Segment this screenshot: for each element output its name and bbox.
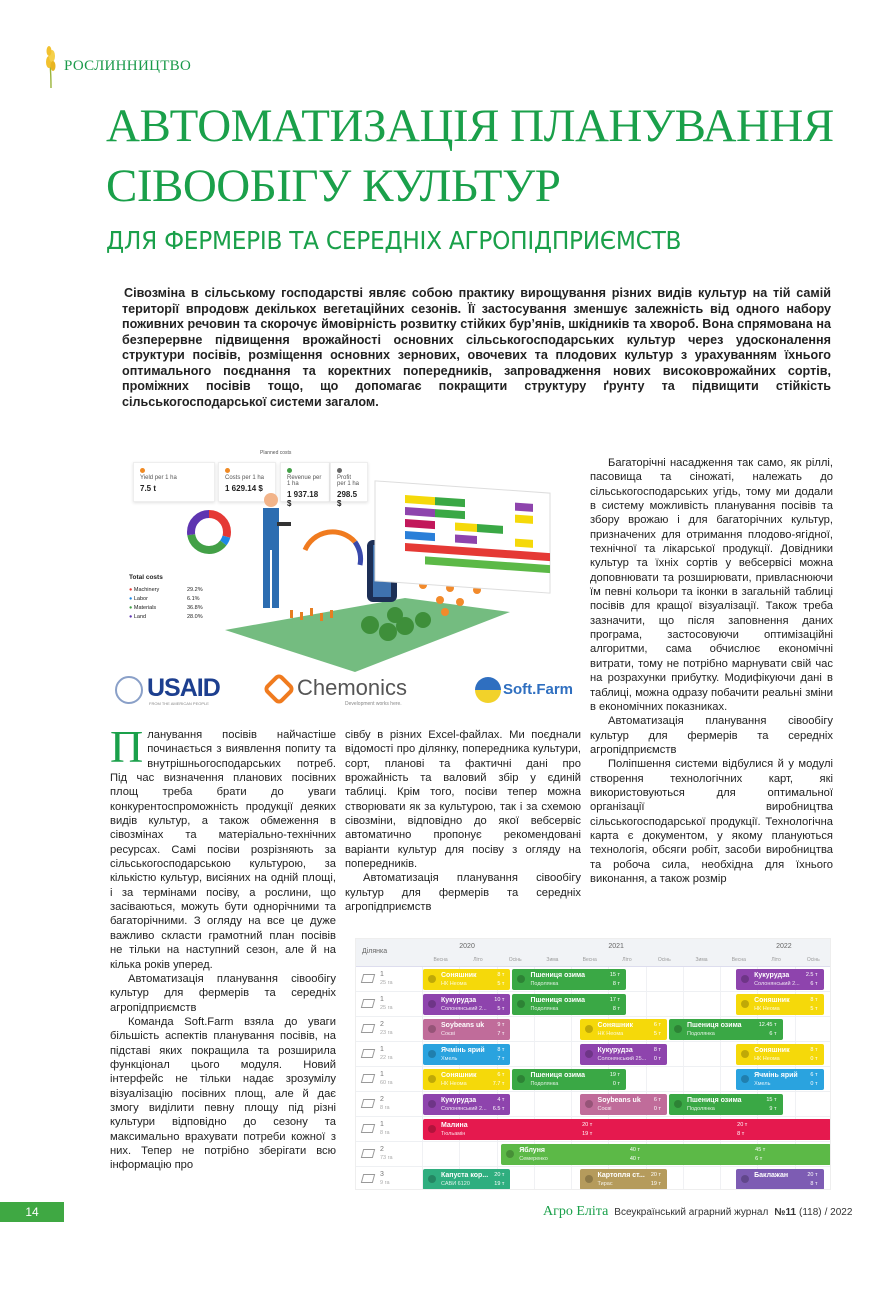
crop-bar[interactable] (423, 969, 510, 990)
crop-icon (428, 1075, 436, 1083)
plot-number: 3 (380, 1171, 384, 1178)
planned-yield: 6 т (810, 1072, 818, 1078)
actual-yield: 8 т (612, 981, 620, 987)
crop-variety: Подолянка (687, 1106, 715, 1112)
crop-variety: САВИ 6120 (441, 1181, 470, 1187)
crop-variety: Солонянський 2... (441, 1006, 487, 1012)
crop-name: Баклажан (754, 1172, 789, 1179)
plot-row[interactable] (356, 992, 831, 1017)
crop-bar[interactable] (512, 1069, 626, 1090)
crop-bar[interactable] (580, 1044, 667, 1065)
crop-bar[interactable] (580, 1019, 667, 1040)
legend-item: ● Labor 6.1% (129, 596, 200, 602)
actual-yield: 8 т (810, 1181, 818, 1187)
kpi-label: Profit per 1 ha (337, 475, 360, 487)
planned-yield: 40 т (629, 1147, 641, 1153)
chemonics-tagline: Development works here. (345, 701, 402, 707)
plot-column-header: Ділянка (362, 948, 388, 955)
crop-bar[interactable] (512, 969, 626, 990)
chemonics-mark-icon (262, 672, 296, 706)
crop-icon (741, 1075, 749, 1083)
crop-icon (741, 1000, 749, 1008)
crop-icon (428, 1125, 436, 1133)
kpi-value: 1 937.18 $ (287, 490, 319, 508)
actual-yield: 19 т (582, 1131, 593, 1137)
crop-bar[interactable] (580, 1169, 667, 1190)
paragraph: ланування посівів найчастіше починається з виявлення попиту та внутрішньогосподарських потреб. Під час визначення планових посівних площ треба брати до уваги конкурентоспроможність продукції деяких видів культур, а також обмеження в сівозмінах та матеріально-технічних ресурсах. Самі посіви розрізняють за сільськогосподарською культурою, за кількістю культур, висіяних на одній площі, і за термінами посіву, а рослини, що засіваються, можуть бути однорічними та багаторічними. З огляду на все це дуже важливо скласти грамотний план посівів не тільки на наступний сезон, але й на кілька років уперед. (110, 729, 336, 971)
crop-variety: Семеренко (519, 1156, 548, 1162)
planned-yield: 20 т (650, 1172, 661, 1178)
actual-yield: 0 т (653, 1056, 661, 1062)
farmer-figure (263, 493, 291, 608)
crop-variety: НК Неома (441, 1081, 467, 1087)
crop-variety: Солонянський 2... (754, 981, 800, 987)
usaid-tagline: FROM THE AMERICAN PEOPLE (149, 701, 209, 706)
plot-area: 25 га (380, 1005, 393, 1011)
plot-row[interactable] (356, 1017, 831, 1042)
crop-icon (428, 1025, 436, 1033)
crop-icon (428, 1100, 436, 1108)
year-label: 2022 (776, 943, 792, 950)
plot-cell (360, 1021, 420, 1039)
plot-row[interactable] (356, 1092, 831, 1117)
plot-shape-icon (361, 1024, 375, 1033)
plot-shape-icon (361, 1074, 375, 1083)
kpi-value: 7.5 t (140, 484, 157, 493)
season-label: Літо (473, 957, 483, 963)
actual-yield: 9 т (769, 1106, 777, 1112)
season-label: Літо (622, 957, 632, 963)
plot-area: 73 га (380, 1155, 393, 1161)
season-label: Зима (546, 957, 559, 963)
planned-yield: 6 т (497, 1072, 505, 1078)
paragraph: Автоматизація планування сівообігу культур для фермерів та середніх агропідприємств (345, 872, 581, 914)
actual-yield: 40 т (629, 1156, 641, 1162)
year-label: 2021 (608, 943, 624, 950)
crop-bar[interactable] (423, 1169, 510, 1190)
cost-donut-chart (191, 514, 227, 550)
crop-variety: НК Неома (441, 981, 467, 987)
actual-yield: 8 т (612, 1006, 620, 1012)
crop-variety: Солонянський 2... (441, 1106, 487, 1112)
actual-yield: 19 т (650, 1181, 661, 1187)
season-label: Осінь (508, 957, 522, 963)
actual-yield: 8 т (737, 1131, 745, 1137)
magazine-name: Всеукраїнський аграрний журнал (614, 1206, 769, 1218)
season-label: Весна (433, 957, 448, 963)
actual-yield: 5 т (497, 1006, 505, 1012)
planned-yield: 45 т (755, 1147, 766, 1153)
kpi-value: 1 629.14 $ (225, 484, 263, 493)
issue-number: №11 (774, 1206, 797, 1218)
crop-bar[interactable] (423, 1019, 510, 1040)
mini-gantt-screen (375, 481, 550, 593)
softfarm-logo: Soft.Farm (503, 681, 574, 698)
crop-variety: Тирас (597, 1181, 613, 1187)
plot-number: 1 (380, 1046, 384, 1053)
plot-shape-icon (361, 1174, 375, 1183)
crop-bar[interactable] (423, 1069, 510, 1090)
crop-variety: Подолянка (530, 1081, 559, 1087)
page-number: 14 (0, 1202, 64, 1222)
crop-name: Яблуня (519, 1147, 546, 1154)
crop-variety: НК Неома (754, 1056, 780, 1062)
infographic-image (105, 450, 595, 712)
lead-paragraph: Сівозміна в сільському господарстві являє собою практику вирощування різних видів культур на тій самій території впродовж декількох вегетаційних сезонів. Її застосування зменшує залежність від одного набору поживних речовин та скорочує ймовірність розвитку стійких бур’янів, шкідників та хвороб. Вона спрямована на безперервне підвищення врожайності основних сільськогосподарських культур через удосконалення структури посівів, розміщення основних зернових, овочевих та плодових культур з урахуванням їхнього оптимального поєднання та коректних попередників, запровадження нових високоврожайних сортів, проміжних посівів тощо, що допомагає покращити структуру ґрунту та підвищити стійкість сільськогосподарської системи загалом. (122, 286, 831, 409)
plot-cell (360, 1171, 420, 1189)
issue-total: (118) (799, 1206, 822, 1218)
crop-bar[interactable] (512, 994, 626, 1015)
planned-yield: 8 т (653, 1047, 661, 1053)
actual-yield: 7.7 т (492, 1081, 505, 1087)
crop-bar[interactable] (736, 1044, 823, 1065)
plot-cell (360, 1121, 420, 1139)
crop-variety: Хмель (754, 1081, 771, 1087)
year-label: 2020 (459, 943, 475, 950)
plot-shape-icon (361, 1124, 375, 1133)
crop-name: Ячмінь ярий (441, 1047, 485, 1054)
plot-number: 1 (380, 1121, 384, 1128)
crop-bar[interactable] (736, 994, 823, 1015)
footer (543, 1204, 852, 1220)
crop-bar[interactable] (669, 1094, 783, 1115)
crop-name: Соняшник (441, 1072, 477, 1079)
plot-row[interactable] (356, 967, 831, 992)
crop-name: Соняшник (754, 997, 790, 1004)
article-column-3 (590, 456, 833, 886)
plot-area: 8 га (380, 1130, 390, 1136)
article-column-2 (345, 728, 581, 914)
crop-icon (585, 1100, 593, 1108)
planned-yield: 8 т (810, 1047, 818, 1053)
crop-name: Картопля ст... (597, 1172, 645, 1179)
crop-variety: Подолянка (530, 1006, 559, 1012)
plot-number: 2 (380, 1096, 384, 1103)
planned-yield: 19 т (609, 1072, 620, 1078)
planned-yield: 2.5 т (805, 972, 818, 978)
paragraph: Автоматизація планування сівообігу культур для фермерів та середніх агропідприємств (590, 715, 833, 756)
plot-area: 25 га (380, 980, 393, 986)
plot-row[interactable] (356, 1117, 831, 1142)
actual-yield: 0 т (810, 1056, 818, 1062)
crop-variety: Соєві (597, 1106, 612, 1112)
plot-cell (360, 1046, 420, 1064)
crop-icon (517, 1075, 525, 1083)
usaid-logo: USAID (147, 674, 220, 702)
crop-name: Кукурудза (441, 1097, 477, 1104)
section-rubric (42, 44, 191, 88)
planned-yield: 9 т (497, 1022, 505, 1028)
crop-name: Пшениця озима (530, 1072, 586, 1079)
crop-bar[interactable] (736, 1169, 823, 1190)
magazine-logo: Агро Еліта (543, 1204, 609, 1219)
crop-icon (517, 975, 525, 983)
kpi-label: Costs per 1 ha (225, 475, 265, 481)
planned-yield: 20 т (737, 1122, 748, 1128)
actual-yield: 7 т (497, 1031, 505, 1037)
title-line-1: АВТОМАТИЗАЦІЯ ПЛАНУВАННЯ (106, 100, 834, 152)
wheat-ear-icon (42, 44, 60, 88)
plot-area: 22 га (380, 1055, 393, 1061)
plot-cell (360, 971, 420, 989)
article-column-1 (110, 721, 336, 1173)
crop-icon (428, 1000, 436, 1008)
plot-cell (360, 1071, 420, 1089)
actual-yield: 0 т (810, 1081, 818, 1087)
crop-bar[interactable] (423, 1094, 510, 1115)
cost-legend (129, 586, 203, 622)
crop-name: Соняшник (441, 972, 477, 979)
crop-icon (585, 1050, 593, 1058)
drop-cap: П (110, 721, 144, 772)
plot-number: 1 (380, 1071, 384, 1078)
planned-yield: 12.45 т (758, 1022, 777, 1028)
crop-name: Капуста кор... (441, 1172, 489, 1179)
planned-yield: 20 т (582, 1122, 593, 1128)
season-label: Осінь (806, 957, 820, 963)
crop-variety: Хмель (441, 1056, 458, 1062)
crop-bar[interactable] (423, 994, 510, 1015)
actual-yield: 6 т (769, 1031, 777, 1037)
crop-name: Кукурудза (597, 1047, 633, 1054)
plot-row[interactable] (356, 1042, 831, 1067)
crop-icon (674, 1100, 682, 1108)
plot-row[interactable] (356, 1167, 831, 1190)
crop-icon (428, 1175, 436, 1183)
legend-item: ● Machinery 29.2% (129, 587, 203, 593)
planned-yield: 20 т (494, 1172, 505, 1178)
season-label: Літо (771, 957, 781, 963)
actual-yield: 5 т (653, 1031, 661, 1037)
plot-shape-icon (361, 1049, 375, 1058)
crop-icon (741, 975, 749, 983)
title-line-2: СІВООБІГУ КУЛЬТУР (106, 160, 561, 212)
crop-bar[interactable] (736, 969, 823, 990)
issue-year: / 2022 (824, 1206, 853, 1218)
plot-shape-icon (361, 999, 375, 1008)
crop-name: Soybeans uk (597, 1097, 641, 1104)
crop-variety: Подолянка (687, 1031, 715, 1037)
farm-illustration (105, 450, 595, 672)
crop-name: Малина (441, 1122, 468, 1129)
kpi-value: 298.5 $ (337, 490, 358, 508)
crop-name: Пшениця озима (687, 1097, 742, 1104)
crop-name: Пшениця озима (530, 972, 586, 979)
plot-cell (360, 1146, 420, 1164)
crop-bar[interactable] (669, 1019, 783, 1040)
crop-name: Пшениця озима (687, 1022, 742, 1029)
plot-row[interactable] (356, 1142, 831, 1167)
actual-yield: 7 т (497, 1056, 505, 1062)
season-label: Осінь (657, 957, 671, 963)
plot-number: 2 (380, 1021, 384, 1028)
planned-yield: 20 т (807, 1172, 818, 1178)
crop-name: Соняшник (597, 1022, 634, 1029)
crop-icon (428, 975, 436, 983)
planned-yield: 8 т (497, 972, 505, 978)
actual-yield: 6 т (755, 1156, 763, 1162)
plot-cell (360, 996, 420, 1014)
paragraph: Команда Soft.Farm взяла до уваги більшість аспектів планування посівів, на підставі яких покращила та розширила функціонал цього модуля. Новий інтерфейс не тільки надає зрозумілу візуалізацію посівних площ, але й дає змогу виділити певну площу під різні культури відповідно до сезону та максимально врахувати потреби кожної з них. Тепер не потрібно зберігати всю інформацію про (110, 1015, 336, 1172)
gantt-header (356, 939, 831, 967)
crop-variety: Солонянський 25... (597, 1056, 647, 1062)
crop-icon (741, 1175, 749, 1183)
planned-yield: 6 т (653, 1097, 661, 1103)
crop-variety: Соєві (441, 1031, 455, 1037)
crop-name: Ячмінь ярий (754, 1072, 798, 1079)
actual-yield: 5 т (810, 1006, 818, 1012)
planned-yield: 15 т (766, 1097, 777, 1103)
crop-icon (585, 1025, 593, 1033)
kpi-label: Revenue per 1 ha (287, 475, 322, 487)
season-label: Весна (582, 957, 597, 963)
total-costs-title: Total costs (129, 574, 163, 581)
crop-variety: Тюльамін (441, 1131, 466, 1137)
crop-bar[interactable] (580, 1094, 667, 1115)
plot-area: 23 га (380, 1030, 393, 1036)
crop-icon (517, 1000, 525, 1008)
plot-number: 1 (380, 971, 384, 978)
plot-row[interactable] (356, 1067, 831, 1092)
plot-area: 9 га (380, 1180, 390, 1186)
paragraph: Поліпшення системи відбулися й у модулі створення технологічних карт, які використовуються для оптимальної організації виробництва сільськогосподарської продукції. Технологічна карта є документом, у якому плануються технологія, обсяги робіт, засоби виробництва та робоча сила, необхідна для їхнього виконання, а також розмір (590, 758, 833, 885)
planned-yield: 10 т (494, 997, 505, 1003)
rubric-label: РОСЛИННИЦТВО (64, 57, 192, 74)
crop-name: Соняшник (754, 1047, 790, 1054)
chemonics-logo: Chemonics (297, 675, 408, 700)
plot-area: 60 га (380, 1080, 393, 1086)
crop-name: Кукурудза (441, 997, 477, 1004)
crop-bar[interactable] (501, 1144, 831, 1165)
crop-bar[interactable] (423, 1119, 831, 1140)
legend-item: ● Materials 36.8% (129, 605, 203, 611)
crop-icon (506, 1150, 514, 1158)
actual-yield: 6 т (810, 981, 818, 987)
paragraph: Автоматизація планування сівообігу культур для фермерів та середніх агропідприємств (110, 972, 336, 1014)
planned-yield: 4 т (497, 1097, 505, 1103)
crop-variety: Подолянка (530, 981, 559, 987)
paragraph: Багаторічні насадження так само, як ріллі, пасовища та сіножаті, належать до сільськогосподарських угідь, тому ми додали в систему можливість планування посівів та збору врожаю і для багаторічних культур, призначених для отримання плодово-ягідної, технічної та лікарської продукції. Довідники культур та їхніх сортів у вебсервісі можна доповнювати та розширювати, привласнюючи їм певні кольори та іконки в загальній таблиці посівів для кращої візуалізації. Також треба зазначити, що після заповнення даних програма, застосовуючи оптимізаційні алгоритми, сама обчислює економічні витрати, тому не потрібно марнувати свій час на розрахунки прибутку. Модифікуючи дані в таблиці, можна одразу побачити реальні зміни в економічних показниках. (590, 457, 833, 713)
actual-yield: 5 т (497, 981, 505, 987)
usaid-seal-icon (115, 676, 143, 704)
actual-yield: 19 т (494, 1181, 505, 1187)
crop-icon (674, 1025, 682, 1033)
plot-shape-icon (361, 974, 375, 983)
plot-number: 1 (380, 996, 384, 1003)
crop-name: Кукурудза (754, 972, 790, 979)
crop-variety: НК Неома (597, 1031, 624, 1037)
actual-yield: 0 т (653, 1106, 661, 1112)
planned-yield: 8 т (810, 997, 818, 1003)
paragraph: сівбу в різних Excel-файлах. Ми поєднали відомості про ділянку, попередника культури, сорт, планові та фактичні дані про врожайність та валовий збір у єдиній таблиці. Крім того, посіви тепер можна створювати як за культурою, так і за схемою сівозміни, відповідно до якої вебсервіс автоматично пропонує рекомендовані варіанти культур для посіву з огляду на попередників. (345, 729, 581, 871)
crop-icon (585, 1175, 593, 1183)
legend-item: ● Land 28.0% (129, 614, 203, 620)
subtitle: ДЛЯ ФЕРМЕРІВ ТА СЕРЕДНІХ АГРОПІДПРИЄМСТВ (106, 226, 682, 255)
planned-yield: 15 т (609, 972, 620, 978)
kpi-label: Yield per 1 ha (140, 475, 177, 481)
crop-variety: НК Неома (754, 1006, 780, 1012)
season-label: Зима (695, 957, 708, 963)
planned-yield: 6 т (653, 1022, 661, 1028)
plot-cell (360, 1096, 420, 1114)
softfarm-mark-icon (475, 677, 501, 703)
crop-icon (741, 1050, 749, 1058)
actual-yield: 6.5 т (492, 1106, 505, 1112)
crop-bar[interactable] (736, 1069, 823, 1090)
crop-name: Пшениця озима (530, 997, 586, 1004)
plot-shape-icon (361, 1099, 375, 1108)
plot-area: 8 га (380, 1105, 390, 1111)
crop-icon (428, 1050, 436, 1058)
plot-number: 2 (380, 1146, 384, 1153)
partner-logos (105, 672, 595, 712)
planned-yield: 17 т (609, 997, 620, 1003)
plot-shape-icon (361, 1149, 375, 1158)
actual-yield: 0 т (612, 1081, 620, 1087)
planned-yield: 8 т (497, 1047, 505, 1053)
crop-rotation-gantt (355, 938, 831, 1190)
infographic-header: Planned costs (260, 450, 292, 456)
crop-name: Soybeans uk (441, 1022, 485, 1029)
season-label: Весна (731, 957, 746, 963)
crop-bar[interactable] (423, 1044, 510, 1065)
